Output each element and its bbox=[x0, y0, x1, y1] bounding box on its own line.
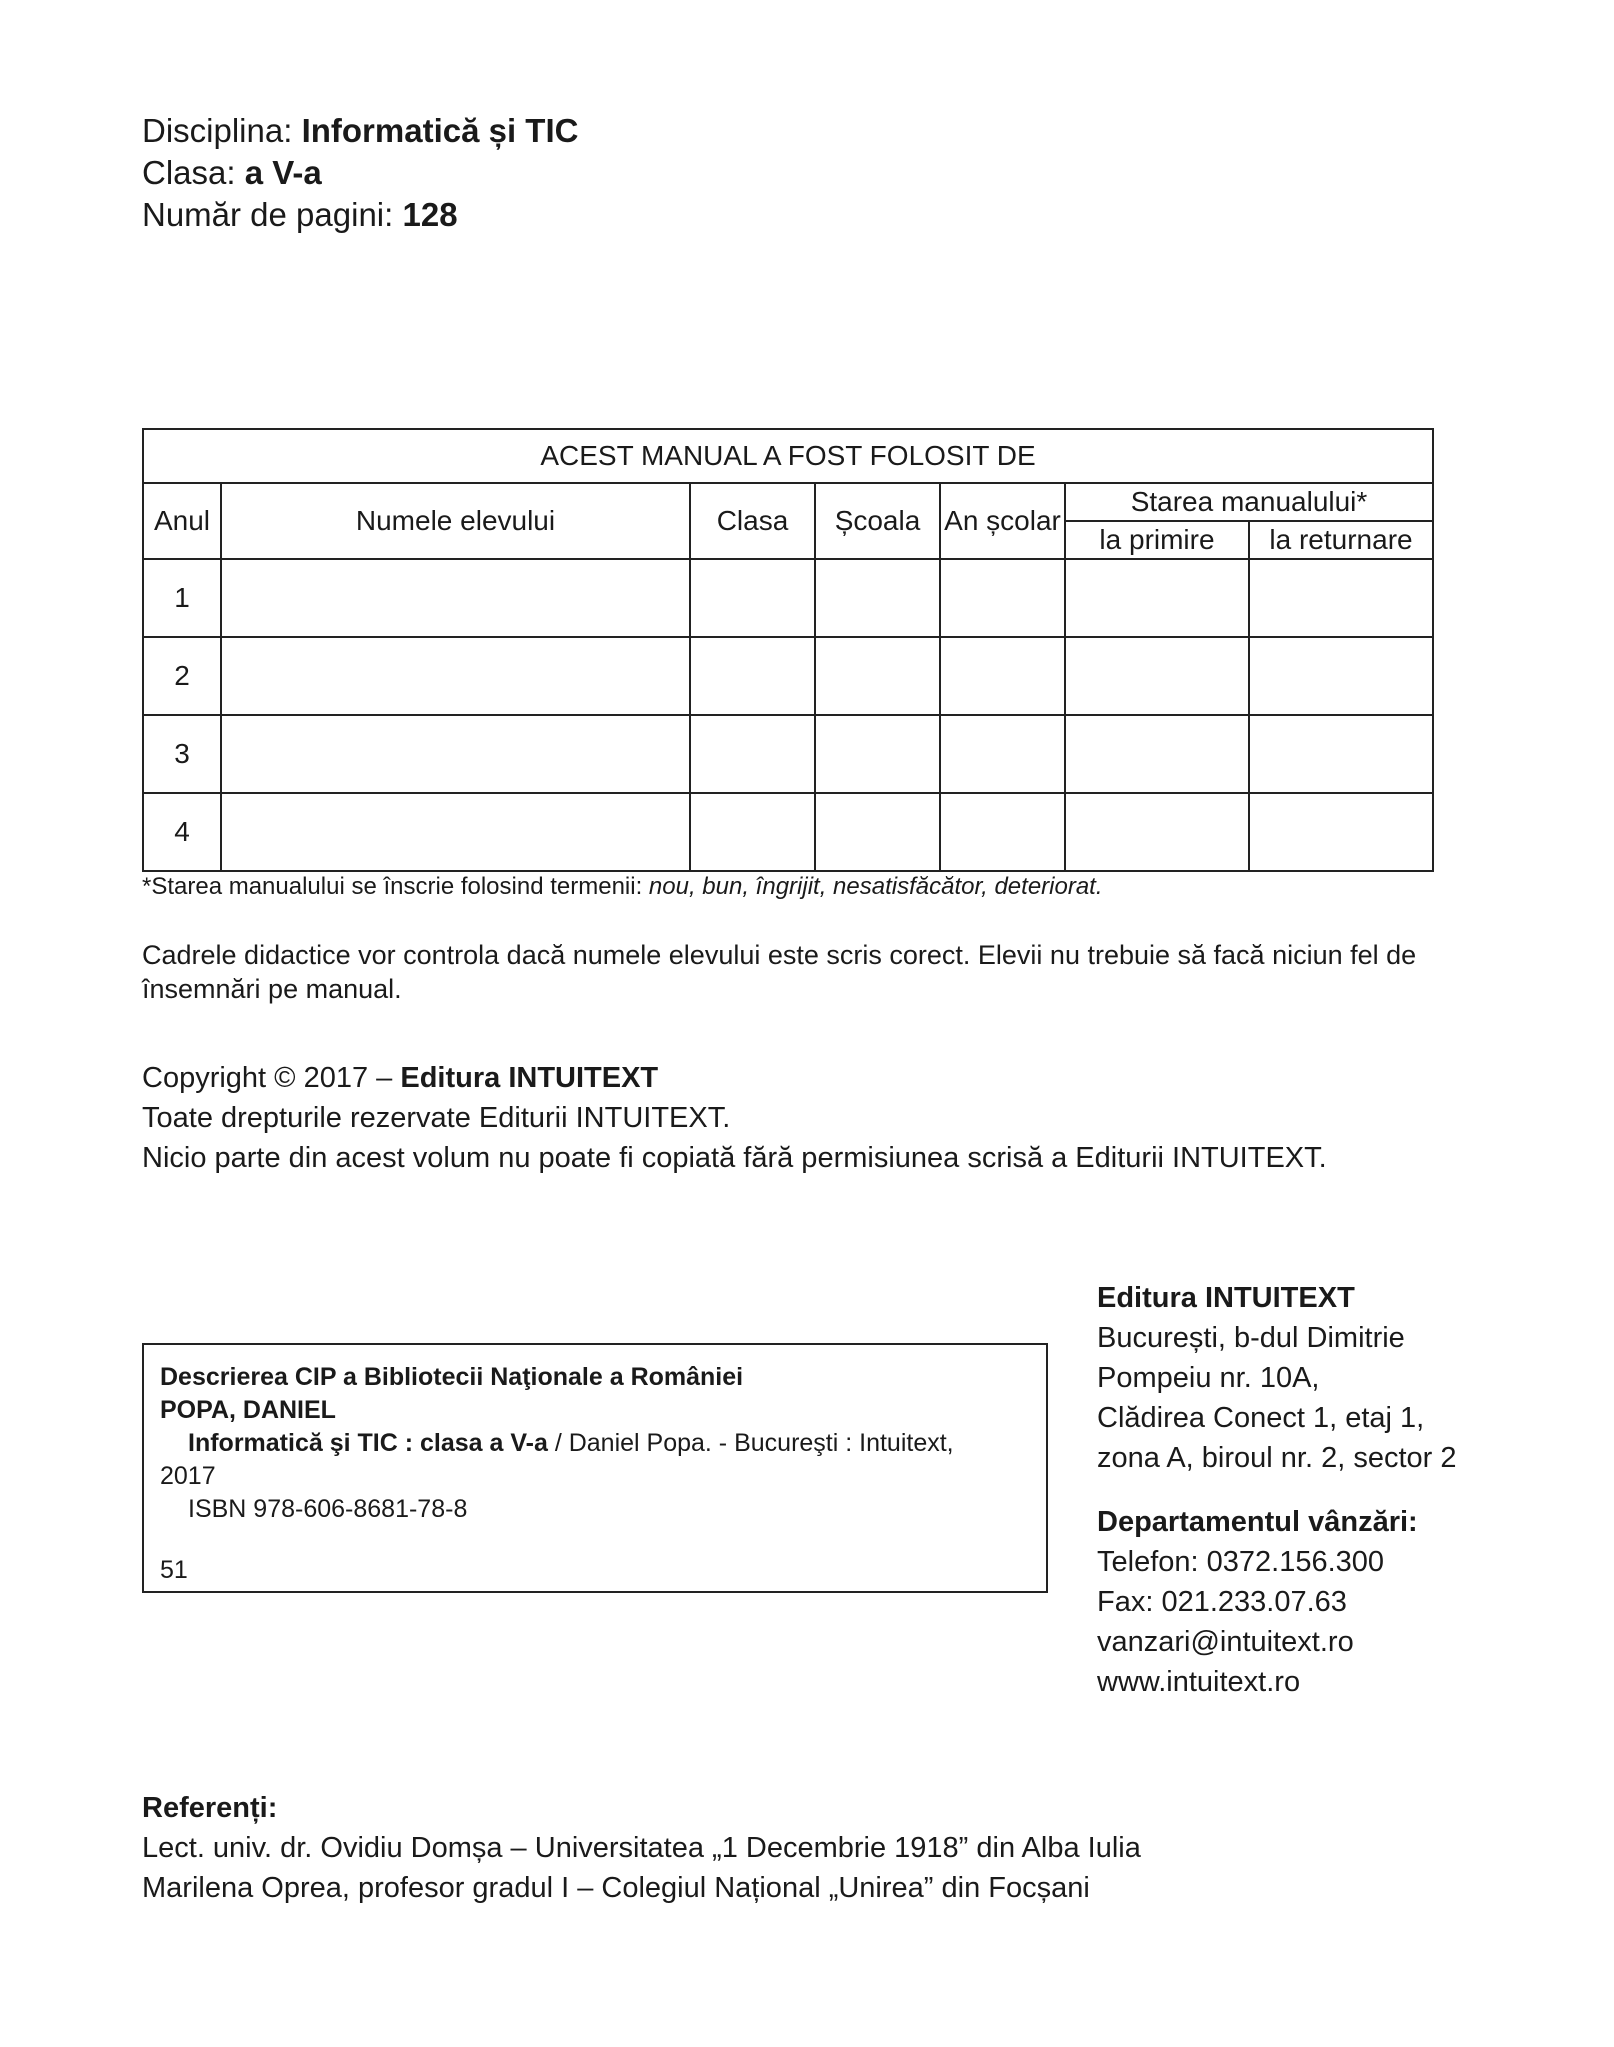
table-row bbox=[143, 637, 1433, 715]
cell-return[interactable] bbox=[1249, 637, 1433, 715]
address-line: București, b-dul Dimitrie bbox=[1097, 1322, 1405, 1354]
cell-return[interactable] bbox=[1249, 793, 1433, 871]
cell-class[interactable] bbox=[690, 637, 815, 715]
referents-title: Referenți: bbox=[142, 1792, 278, 1824]
table-row bbox=[143, 793, 1433, 871]
cip-book-line bbox=[160, 1427, 1030, 1460]
usage-table bbox=[142, 428, 1434, 872]
col-condition-receive: la primire bbox=[1065, 521, 1249, 559]
cell-school-year[interactable] bbox=[940, 637, 1065, 715]
copyright-block bbox=[142, 1058, 1327, 1178]
col-school: Școala bbox=[815, 483, 940, 559]
cell-name[interactable] bbox=[221, 637, 690, 715]
cell-school-year[interactable] bbox=[940, 715, 1065, 793]
discipline-line bbox=[142, 110, 578, 152]
address-line: zona A, biroul nr. 2, sector 2 bbox=[1097, 1442, 1457, 1474]
document-header bbox=[142, 110, 578, 236]
referent-item: Lect. univ. dr. Ovidiu Domșa – Universitatea „1 Decembrie 1918” din Alba Iulia bbox=[142, 1832, 1141, 1864]
note-terms: nou, bun, îngrijit, nesatisfăcător, deteriorat. bbox=[648, 873, 1103, 900]
cell-school-year[interactable] bbox=[940, 793, 1065, 871]
pages-label: Număr de pagini: bbox=[142, 196, 394, 233]
discipline-label: Disciplina: bbox=[142, 112, 293, 149]
cell-name[interactable] bbox=[221, 559, 690, 637]
cell-school[interactable] bbox=[815, 715, 940, 793]
discipline-value: Informatică și TIC bbox=[301, 112, 579, 149]
cell-receive[interactable] bbox=[1065, 715, 1249, 793]
fax: Fax: 021.233.07.63 bbox=[1097, 1586, 1347, 1618]
pages-line bbox=[142, 194, 578, 236]
cell-class[interactable] bbox=[690, 793, 815, 871]
sales-title: Departamentul vânzări: bbox=[1097, 1506, 1418, 1538]
cell-school-year[interactable] bbox=[940, 559, 1065, 637]
cell-class[interactable] bbox=[690, 715, 815, 793]
row-number: 1 bbox=[143, 559, 221, 637]
class-label: Clasa: bbox=[142, 154, 236, 191]
address-line: Clădirea Conect 1, etaj 1, bbox=[1097, 1402, 1425, 1434]
pages-value: 128 bbox=[402, 196, 458, 233]
cip-year: 2017 bbox=[160, 1462, 216, 1490]
cell-school[interactable] bbox=[815, 559, 940, 637]
class-value: a V-a bbox=[244, 154, 322, 191]
email-link[interactable]: vanzari@intuitext.ro bbox=[1097, 1626, 1354, 1658]
cell-school[interactable] bbox=[815, 637, 940, 715]
cell-school[interactable] bbox=[815, 793, 940, 871]
copyright-prefix: Copyright © 2017 – bbox=[142, 1062, 401, 1094]
instructions-paragraph: Cadrele didactice vor controla dacă numele elevului este scris corect. Elevii nu trebuie să facă niciun fel de însemnări pe manual. bbox=[142, 940, 1417, 1004]
cell-receive[interactable] bbox=[1065, 637, 1249, 715]
cip-author: POPA, DANIEL bbox=[160, 1396, 336, 1424]
note-prefix: *Starea manualului se înscrie folosind termenii: bbox=[142, 873, 649, 900]
condition-note bbox=[142, 873, 1103, 901]
cip-box bbox=[142, 1343, 1048, 1593]
address-line: Pompeiu nr. 10A, bbox=[1097, 1362, 1320, 1394]
row-number: 3 bbox=[143, 715, 221, 793]
table-row bbox=[143, 559, 1433, 637]
cell-return[interactable] bbox=[1249, 715, 1433, 793]
copyright-publisher: Editura INTUITEXT bbox=[400, 1062, 659, 1094]
cip-title: Descrierea CIP a Bibliotecii Naţionale a României bbox=[160, 1363, 744, 1391]
cell-class[interactable] bbox=[690, 559, 815, 637]
rights-line: Toate drepturile rezervate Editurii INTUITEXT. bbox=[142, 1102, 731, 1134]
col-condition: Starea manualului* bbox=[1065, 483, 1433, 521]
publisher-info bbox=[1097, 1278, 1456, 1702]
cell-receive[interactable] bbox=[1065, 793, 1249, 871]
phone: Telefon: 0372.156.300 bbox=[1097, 1546, 1385, 1578]
copyright-line bbox=[142, 1058, 1327, 1098]
table-row bbox=[143, 715, 1433, 793]
cip-book-title: Informatică şi TIC : clasa a V-a bbox=[188, 1429, 548, 1457]
cell-name[interactable] bbox=[221, 793, 690, 871]
cip-book-rest: / Daniel Popa. - Bucureşti : Intuitext, bbox=[547, 1429, 954, 1457]
col-condition-return: la returnare bbox=[1249, 521, 1433, 559]
col-school-year: An școlar bbox=[940, 483, 1065, 559]
referents-block bbox=[142, 1788, 1141, 1908]
website-link[interactable]: www.intuitext.ro bbox=[1097, 1666, 1301, 1698]
row-number: 2 bbox=[143, 637, 221, 715]
publisher-name: Editura INTUITEXT bbox=[1097, 1282, 1355, 1314]
col-class: Clasa bbox=[690, 483, 815, 559]
cell-receive[interactable] bbox=[1065, 559, 1249, 637]
table-caption: ACEST MANUAL A FOST FOLOSIT DE bbox=[143, 429, 1433, 483]
referent-item: Marilena Oprea, profesor gradul I – Colegiul Național „Unirea” din Focșani bbox=[142, 1872, 1090, 1904]
no-copy-line: Nicio parte din acest volum nu poate fi copiată fără permisiunea scrisă a Editurii INTUITEXT. bbox=[142, 1142, 1327, 1174]
cip-isbn: ISBN 978-606-8681-78-8 bbox=[188, 1495, 468, 1523]
cip-code: 51 bbox=[160, 1556, 188, 1584]
class-line bbox=[142, 152, 578, 194]
cell-return[interactable] bbox=[1249, 559, 1433, 637]
row-number: 4 bbox=[143, 793, 221, 871]
col-year: Anul bbox=[143, 483, 221, 559]
cell-name[interactable] bbox=[221, 715, 690, 793]
col-student-name: Numele elevului bbox=[221, 483, 690, 559]
